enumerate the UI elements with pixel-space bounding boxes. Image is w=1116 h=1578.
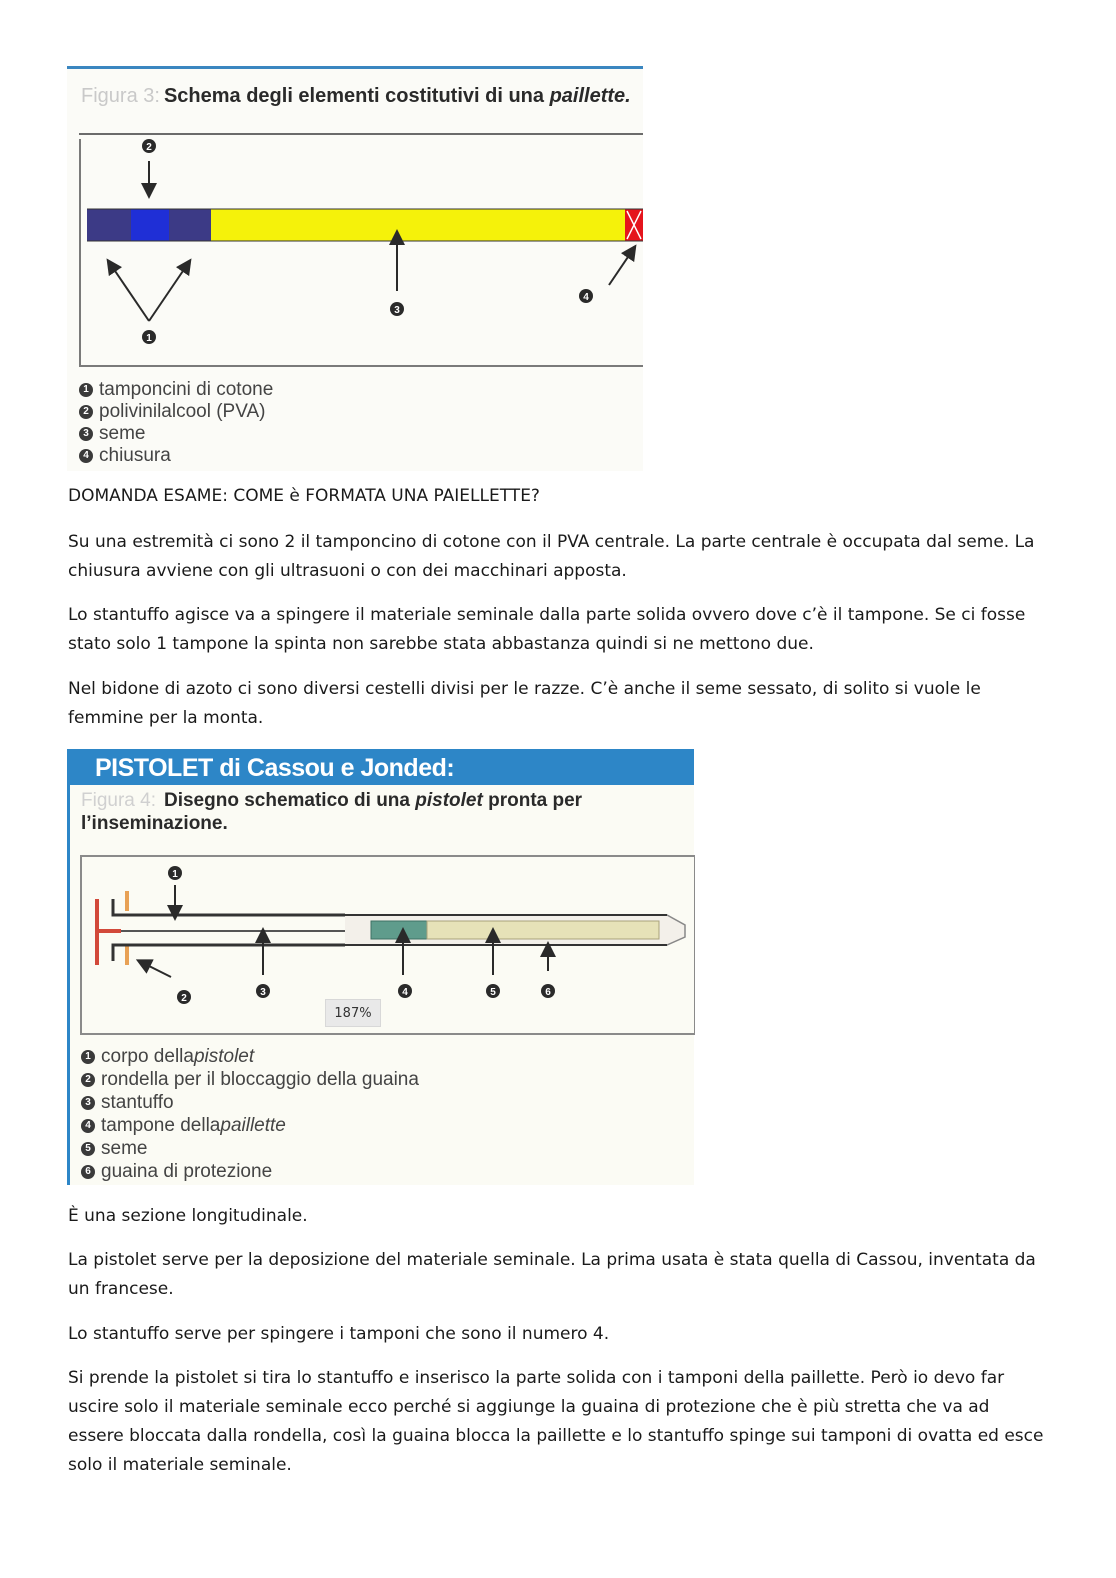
marker-1 <box>168 866 182 880</box>
legend-number: 3 <box>81 1096 95 1110</box>
legend-number: 5 <box>81 1142 95 1156</box>
caption-text: Schema degli elementi costitutivi di una <box>163 85 550 107</box>
marker-4 <box>579 289 593 303</box>
figure-number: Figura 3: <box>81 85 160 107</box>
legend-number: 2 <box>79 405 93 419</box>
marker-5 <box>486 984 500 998</box>
svg-text:3: 3 <box>260 987 266 998</box>
legend-item <box>81 1114 419 1137</box>
figure-number: Figura 4: <box>81 790 156 811</box>
pistolet-diagram <box>67 749 694 1039</box>
washer-top <box>125 891 129 911</box>
caption-italic: paillette. <box>549 85 631 107</box>
pistolet-figure <box>67 749 694 1185</box>
paillette-plug <box>371 921 427 939</box>
svg-text:6: 6 <box>545 987 551 998</box>
svg-text:2: 2 <box>146 142 152 153</box>
arrow-4 <box>609 251 632 285</box>
marker-6 <box>541 984 555 998</box>
caption-italic: pistolet <box>415 790 483 811</box>
marker-2 <box>177 990 191 1004</box>
paragraph: Lo stantuffo agisce va a spingere il materiale seminale dalla parte solida ovvero dove c’è il tampone. Se ci fosse stato solo 1 tampone la spinta non sarebbe stata abbastanza quindi si ne mettono due. <box>68 605 1026 654</box>
paragraph: Si prende la pistolet si tira lo stantuffo e inserisco la parte solida con i tamponi della paillette. Però io devo far uscire solo il materiale seminale ecco perché si aggiunge la guaina di protezione che è più stretta che va ad essere bloccata dalla rondella, così la guaina blocca la paillette e lo stantuffo spinge sui tamponi di ovatta ed esce solo il materiale seminale. <box>68 1368 1044 1475</box>
svg-text:1: 1 <box>146 333 152 344</box>
marker-3 <box>256 984 270 998</box>
legend-item <box>81 1045 419 1068</box>
pistolet-banner-title: PISTOLET di Cassou e Jonded: <box>95 754 455 782</box>
body-upper <box>113 899 345 915</box>
plunger-handle <box>97 929 121 933</box>
legend-text: stantuffo <box>101 1092 174 1113</box>
legend-italic: pistolet <box>193 1046 255 1067</box>
legend-number: 2 <box>81 1073 95 1087</box>
legend-text: tamponcini di cotone <box>99 379 274 400</box>
paillette-semen <box>427 921 659 939</box>
marker-3 <box>390 302 404 316</box>
zoom-level-indicator: 187% <box>325 999 381 1027</box>
legend-italic: paillette <box>220 1115 286 1136</box>
legend-text: guaina di protezione <box>101 1161 273 1182</box>
svg-text:3: 3 <box>394 305 400 316</box>
caption-text-rest: pronta per l’inseminazione. <box>81 790 583 834</box>
marker-1 <box>142 330 156 344</box>
legend-item <box>79 401 273 423</box>
svg-text:4: 4 <box>583 292 589 303</box>
paillette-diagram <box>67 69 643 369</box>
legend-number: 1 <box>81 1050 95 1064</box>
semen-section <box>211 209 625 241</box>
legend-item <box>79 445 273 467</box>
legend-item <box>81 1160 419 1183</box>
legend-item <box>79 423 273 445</box>
exam-question: DOMANDA ESAME: COME è FORMATA UNA PAIELLETTE? <box>68 486 540 506</box>
svg-text:1: 1 <box>172 869 178 880</box>
legend-text: tampone della <box>101 1115 221 1136</box>
arrow-2 <box>143 963 171 977</box>
svg-text:2: 2 <box>181 993 187 1004</box>
paragraph: È una sezione longitudinale. <box>68 1206 308 1226</box>
legend-text: chiusura <box>99 445 171 466</box>
paillette-figure <box>67 66 643 471</box>
legend-text: seme <box>99 423 146 444</box>
paragraph: Su una estremità ci sono 2 il tamponcino di cotone con il PVA centrale. La parte centrale è occupata dal seme. La chiusura avviene con gli ultrasuoni o con dei macchinari apposta. <box>68 532 1035 581</box>
legend-number: 3 <box>79 427 93 441</box>
legend-text: rondella per il bloccaggio della guaina <box>101 1069 419 1090</box>
cotton-plug-left <box>87 209 131 241</box>
legend-item <box>81 1091 419 1114</box>
arrow-1-right <box>149 265 187 321</box>
legend-number: 4 <box>79 449 93 463</box>
pva-section <box>131 209 169 241</box>
marker-2 <box>142 139 156 153</box>
pistolet-legend <box>81 1045 419 1183</box>
svg-text:5: 5 <box>490 987 496 998</box>
body-lower <box>113 945 345 961</box>
legend-number: 1 <box>79 383 93 397</box>
paragraph: Lo stantuffo serve per spingere i tamponi che sono il numero 4. <box>68 1324 610 1344</box>
legend-number: 4 <box>81 1119 95 1133</box>
marker-4 <box>398 984 412 998</box>
legend-text: corpo della <box>101 1046 194 1067</box>
cotton-plug-right <box>169 209 211 241</box>
paragraph: La pistolet serve per la deposizione del materiale seminale. La prima usata è stata quella di Cassou, inventata da un francese. <box>68 1250 1036 1299</box>
legend-text: polivinilalcool (PVA) <box>99 401 266 422</box>
svg-text:4: 4 <box>402 987 408 998</box>
washer-bottom <box>125 945 129 965</box>
paillette-legend <box>79 379 273 467</box>
legend-item <box>79 379 273 401</box>
legend-item <box>81 1068 419 1091</box>
legend-number: 6 <box>81 1165 95 1179</box>
caption-text: Disegno schematico di una <box>163 790 416 811</box>
legend-item <box>81 1137 419 1160</box>
paragraph: Nel bidone di azoto ci sono diversi cestelli divisi per le razze. C’è anche il seme sessato, di solito si vuole le femmine per la monta. <box>68 679 981 728</box>
arrow-1-left <box>111 265 149 321</box>
legend-text: seme <box>101 1138 148 1159</box>
